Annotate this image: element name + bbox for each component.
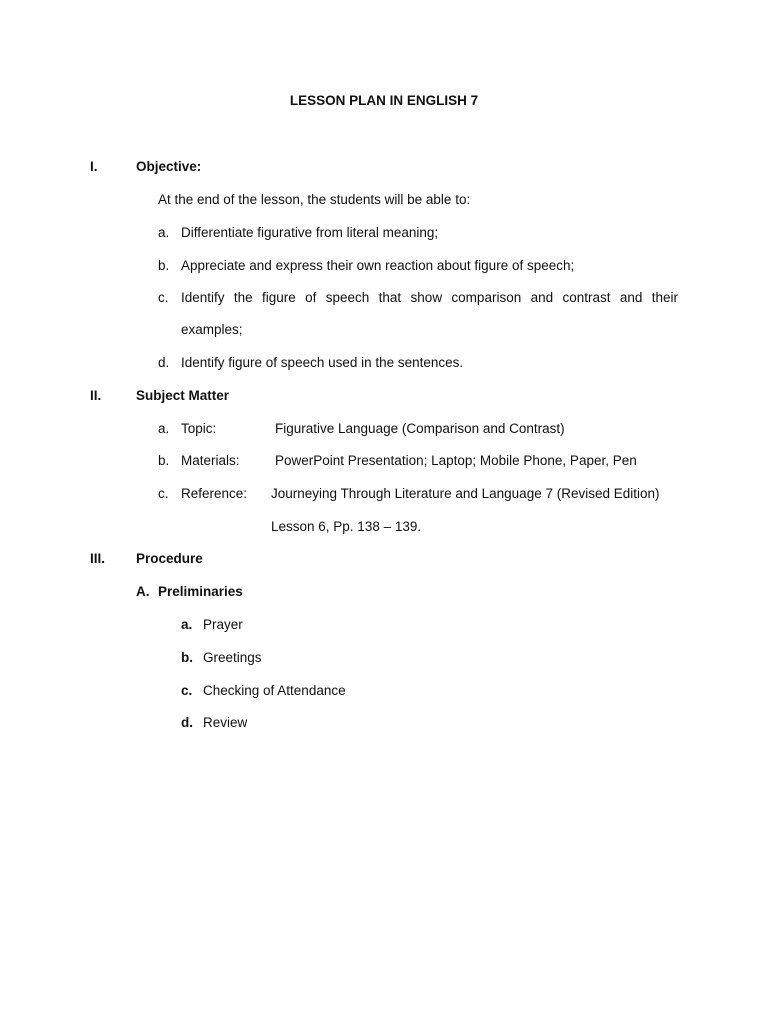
list-item-marker: b. [181,650,193,665]
field-label-reference: Reference: [181,486,248,501]
field-value-reference-continuation: Lesson 6, Pp. 138 – 139. [271,519,422,534]
list-item-marker: b. [158,258,170,273]
list-item: Differentiate figurative from literal meaning; [181,225,439,240]
list-item-marker: d. [181,715,193,730]
list-item: Review [203,715,248,730]
list-item-continuation: examples; [181,322,243,337]
field-label-topic: Topic: [181,421,217,436]
section-numeral-subject-matter: II. [90,388,102,403]
field-label-materials: Materials: [181,453,240,468]
subsection-marker: A. [136,584,150,599]
section-heading-objective: Objective: [136,159,202,174]
list-item-marker: c. [158,486,169,501]
list-item: Greetings [203,650,262,665]
section-numeral-objective: I. [90,159,98,174]
list-item: Identify figure of speech used in the sentences. [181,355,464,370]
section-numeral-procedure: III. [90,551,106,566]
list-item-marker: c. [158,290,169,305]
list-item-marker: a. [158,225,170,240]
list-item: Identify the figure of speech that show comparison and contrast and their [181,290,678,305]
field-value-reference: Journeying Through Literature and Language 7 (Revised Edition) [271,486,660,501]
list-item-marker: a. [181,617,193,632]
list-item-marker: a. [158,421,170,436]
document-title: LESSON PLAN IN ENGLISH 7 [289,93,479,108]
list-item-marker: c. [181,683,193,698]
field-value-topic: Figurative Language (Comparison and Contrast) [275,421,565,436]
objective-intro: At the end of the lesson, the students will be able to: [158,192,471,207]
section-heading-subject-matter: Subject Matter [136,388,230,403]
field-value-materials: PowerPoint Presentation; Laptop; Mobile Phone, Paper, Pen [275,453,637,468]
list-item-marker: b. [158,453,170,468]
section-heading-procedure: Procedure [136,551,203,566]
list-item: Appreciate and express their own reaction about figure of speech; [181,258,575,273]
list-item-marker: d. [158,355,170,370]
list-item: Prayer [203,617,243,632]
list-item: Checking of Attendance [203,683,346,698]
subsection-heading-preliminaries: Preliminaries [158,584,243,599]
